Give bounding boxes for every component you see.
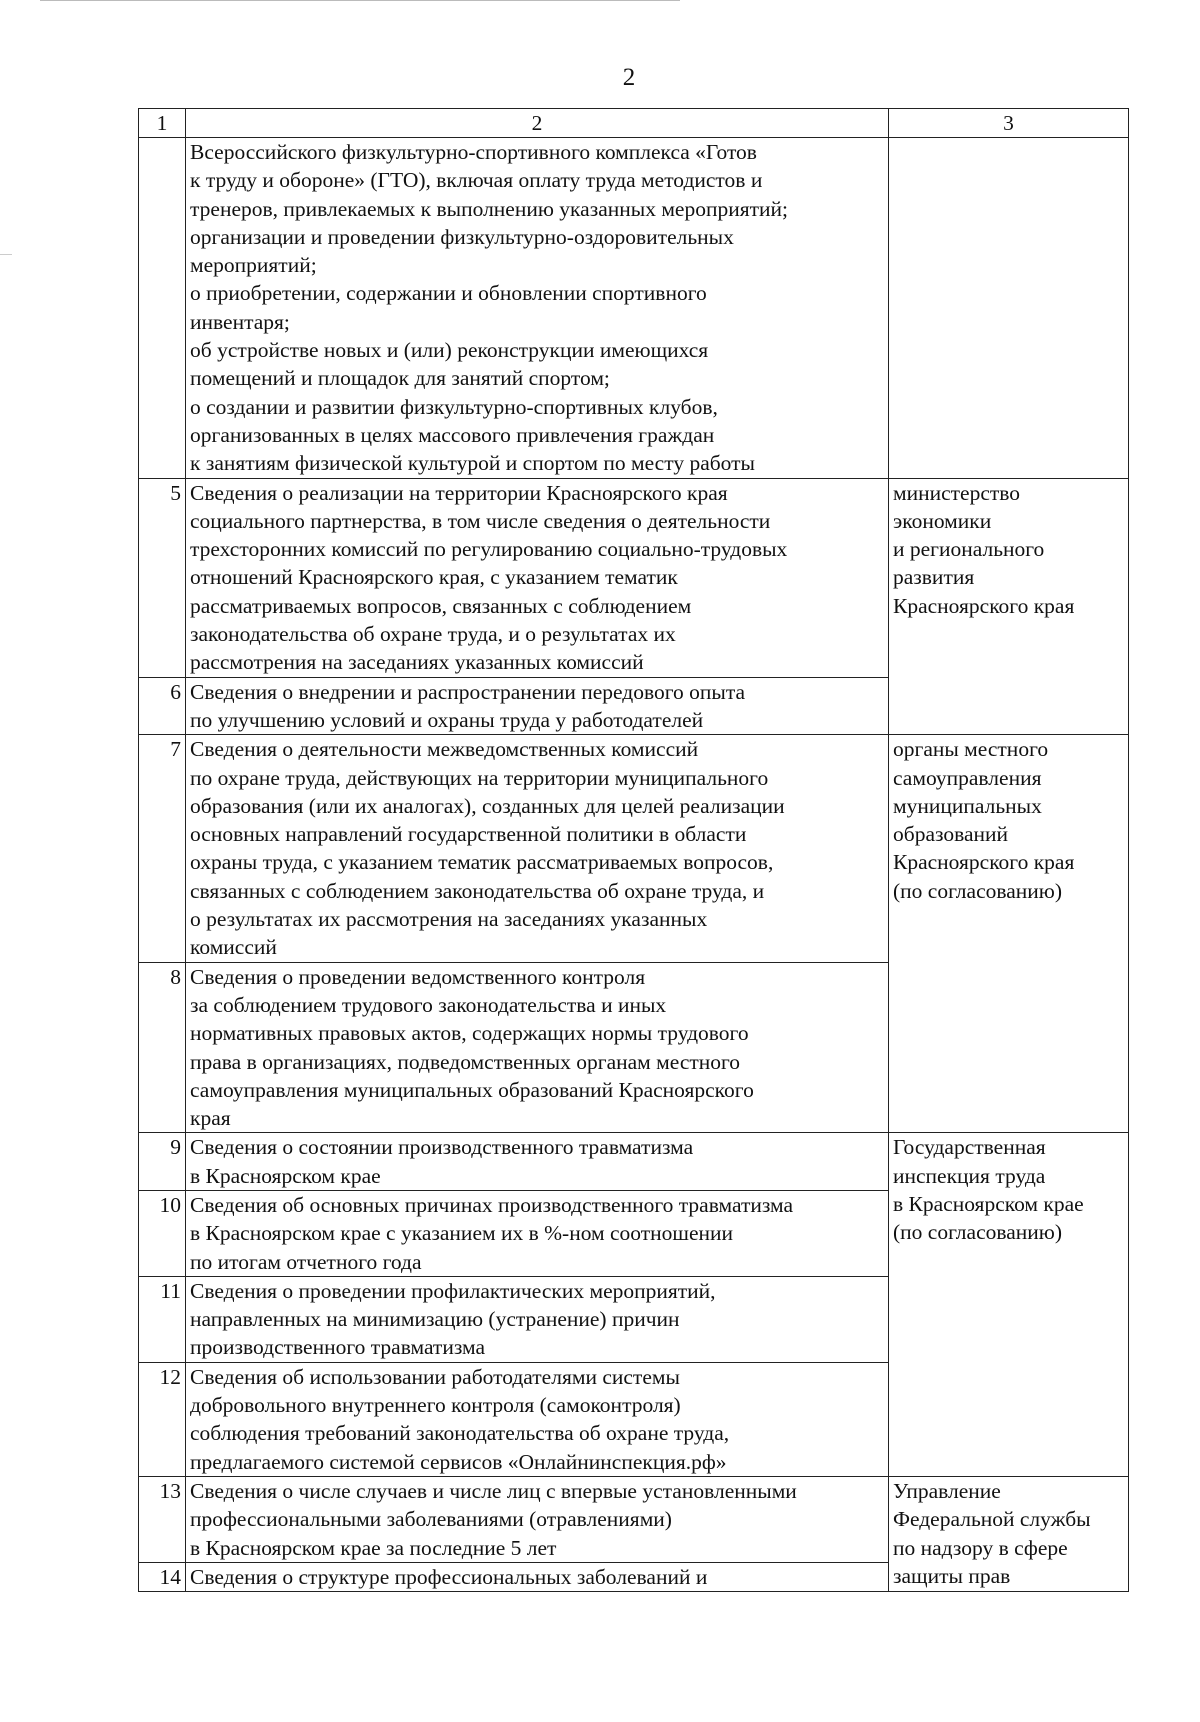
- table-header-row: [139, 109, 1129, 138]
- header-col-3: 3: [889, 109, 1129, 138]
- row-number: 13: [139, 1476, 186, 1562]
- row-description: Сведения о внедрении и распространении передового опыта по улучшению условий и охраны труда у работодателей: [186, 677, 889, 735]
- responsible-body-federal-service: Управление Федеральной службы по надзору в сфере защиты прав: [889, 1476, 1129, 1591]
- row-description: Сведения об основных причинах производственного травматизма в Красноярском крае с указанием их в %-ном соотношении по итогам отчетного года: [186, 1190, 889, 1276]
- page-number: 2: [622, 64, 636, 91]
- header-col-1: 1: [139, 109, 186, 138]
- row-number: 5: [139, 478, 186, 677]
- header-col-2: 2: [186, 109, 889, 138]
- row-number: 6: [139, 677, 186, 735]
- row-description: Сведения о реализации на территории Красноярского края социального партнерства, в том числе сведения о деятельности трехсторонних комиссий по регулированию социально-трудовых отношений Красноярского края, с указанием тематик рассматриваемых вопросов, связанных с соблюдением законодательства об охране труда, и о результатах их рассмотрения на заседаниях указанных комиссий: [186, 478, 889, 677]
- table-row: [139, 138, 1129, 479]
- row-description: Сведения о проведении профилактических мероприятий, направленных на минимизацию (устранение) причин производственного травматизма: [186, 1276, 889, 1362]
- responsible-body-labor-inspection: Государственная инспекция труда в Красноярском крае (по согласованию): [889, 1133, 1129, 1477]
- row-description: Сведения об использовании работодателями системы добровольного внутреннего контроля (самоконтроля) соблюдения требований законодательства об охране труда, предлагаемого системой сервисов «Онлайнинспекция.рф»: [186, 1362, 889, 1476]
- row-number: 7: [139, 735, 186, 962]
- row-description: Сведения о проведении ведомственного контроля за соблюдением трудового законодательства и иных нормативных правовых актов, содержащих нормы трудового права в организациях, подведомственных органам местного самоуправления муниципальных образований Красноярского края: [186, 962, 889, 1133]
- row-number: 12: [139, 1362, 186, 1476]
- table-row: [139, 478, 1129, 677]
- scan-artifact-side: [0, 254, 12, 255]
- row-number: 8: [139, 962, 186, 1133]
- row-description: Сведения о деятельности межведомственных комиссий по охране труда, действующих на территории муниципального образования (или их аналогах), созданных для целей реализации основных направлений государственной политики в области охраны труда, с указанием тематик рассматриваемых вопросов, связанных с соблюдением законодательства об охране труда, и о результатах их рассмотрения на заседаниях указанных комиссий: [186, 735, 889, 962]
- row-number: 11: [139, 1276, 186, 1362]
- row-number: 10: [139, 1190, 186, 1276]
- row-description: Сведения о состоянии производственного травматизма в Красноярском крае: [186, 1133, 889, 1191]
- row-description: Всероссийского физкультурно-спортивного комплекса «Готов к труду и обороне» (ГТО), включая оплату труда методистов и тренеров, привлекаемых к выполнению указанных мероприятий; организации и проведении физкультурно-оздоровительных мероприятий; о приобретении, содержании и обновлении спортивного инвентаря; об устройстве новых и (или) реконструкции имеющихся помещений и площадок для занятий спортом; о создании и развитии физкультурно-спортивных клубов, организованных в целях массового привлечения граждан к занятиям физической культурой и спортом по месту работы: [186, 138, 889, 479]
- table-row: [139, 735, 1129, 962]
- reporting-table: [138, 108, 1129, 1592]
- row-description: Сведения о числе случаев и числе лиц с впервые установленными профессиональными заболеваниями (отравлениями) в Красноярском крае за последние 5 лет: [186, 1476, 889, 1562]
- row-number: [139, 138, 186, 479]
- scan-artifact-top: [40, 0, 680, 4]
- table-row: [139, 1133, 1129, 1191]
- table-row: [139, 1476, 1129, 1562]
- row-description: Сведения о структуре профессиональных заболеваний и: [186, 1562, 889, 1591]
- row-number: 14: [139, 1562, 186, 1591]
- responsible-body-local-government: органы местного самоуправления муниципальных образований Красноярского края (по согласованию): [889, 735, 1129, 1133]
- row-number: 9: [139, 1133, 186, 1191]
- responsible-body-economy-ministry: министерство экономики и регионального развития Красноярского края: [889, 478, 1129, 735]
- responsible-body: [889, 138, 1129, 479]
